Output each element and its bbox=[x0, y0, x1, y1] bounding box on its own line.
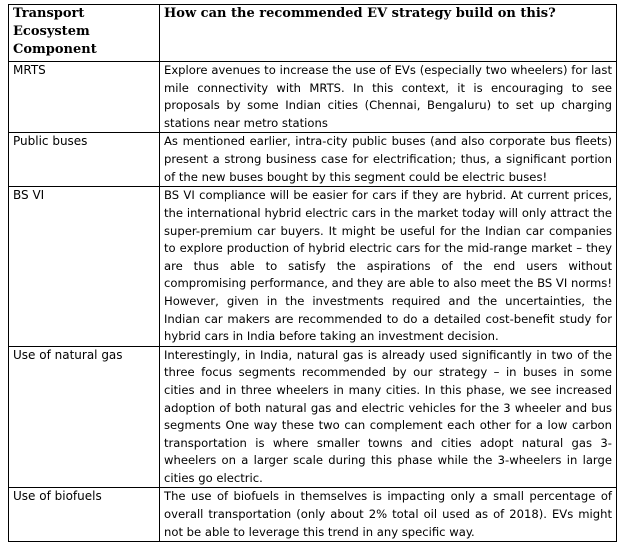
table-row bbox=[9, 133, 617, 187]
table-header-row bbox=[9, 5, 617, 62]
header-component: Transport Ecosystem Component bbox=[9, 5, 160, 62]
table-row bbox=[9, 488, 617, 542]
row-component: Use of natural gas bbox=[9, 346, 160, 488]
row-text: The use of biofuels in themselves is impacting only a small percentage of overall transportation (only about 2% total oil used as of 2018). EVs might not be able to leverage this trend in any specific way. bbox=[160, 488, 617, 542]
row-text: Explore avenues to increase the use of EVs (especially two wheelers) for last mile connectivity with MRTS. In this context, it is encouraging to see proposals by some Indian cities (Chennai, Bengaluru) to set up charging stations near metro stations bbox=[160, 62, 617, 133]
table-row bbox=[9, 62, 617, 133]
table-row bbox=[9, 187, 617, 346]
header-strategy: How can the recommended EV strategy build on this? bbox=[160, 5, 617, 62]
row-text: As mentioned earlier, intra-city public buses (and also corporate bus fleets) present a strong business case for electrification; thus, a significant portion of the new buses bought by this segment could be electric buses! bbox=[160, 133, 617, 187]
row-component: BS VI bbox=[9, 187, 160, 346]
row-text: BS VI compliance will be easier for cars if they are hybrid. At current prices, the international hybrid electric cars in the market today will only attract the super-premium car buyers. It might be useful for the Indian car companies to explore production of hybrid electric cars for the mid-range market – they are thus able to satisfy the aspirations of the end users without compromising performance, and they are able to also meet the BS VI norms! However, given in the investments required and the uncertainties, the Indian car makers are recommended to do a detailed cost-benefit study for hybrid cars in India before taking an investment decision. bbox=[160, 187, 617, 346]
row-component: MRTS bbox=[9, 62, 160, 133]
row-component: Use of biofuels bbox=[9, 488, 160, 542]
row-component: Public buses bbox=[9, 133, 160, 187]
table-row bbox=[9, 346, 617, 488]
row-text: Interestingly, in India, natural gas is already used significantly in two of the three focus segments recommended by our strategy – in buses in some cities and in three wheelers in many cities. In this phase, we see increased adoption of both natural gas and electric vehicles for the 3 wheeler and bus segments One way these two can complement each other for a low carbon transportation is where smaller towns and cities adopt natural gas 3-wheelers on a larger scale during this phase while the 3-wheelers in large cities go electric. bbox=[160, 346, 617, 488]
ev-strategy-table bbox=[8, 4, 617, 542]
